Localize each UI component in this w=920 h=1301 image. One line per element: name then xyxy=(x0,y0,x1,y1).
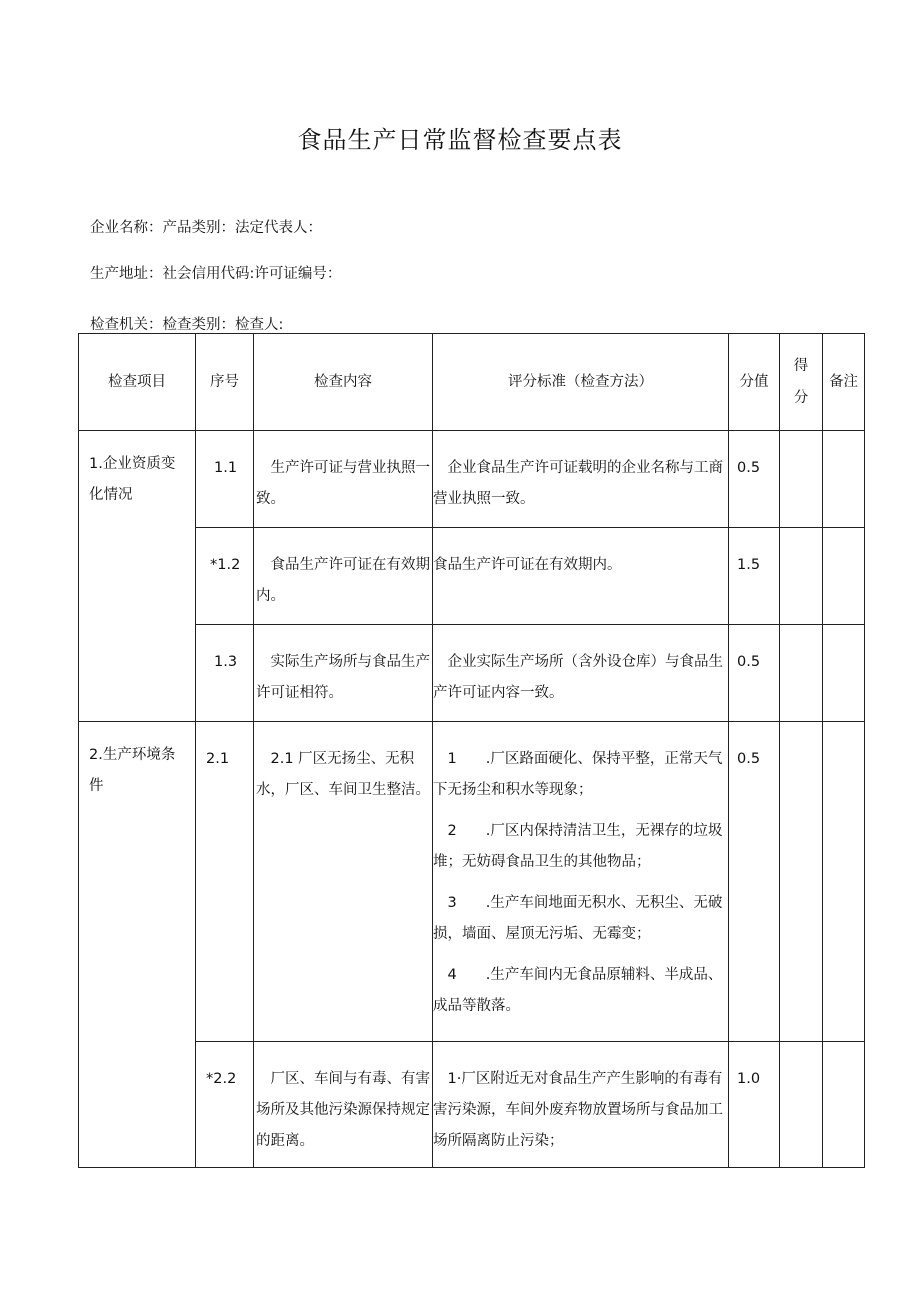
row-score: 0.5 xyxy=(729,431,780,528)
meta-check-type-label: 检查类别： xyxy=(162,317,235,333)
row-score: 0.5 xyxy=(729,625,780,722)
meta-credit-code-label: 社会信用代码: xyxy=(162,266,255,282)
header-got-1: 得 xyxy=(793,358,809,374)
row-criteria xyxy=(433,722,729,1042)
table-row xyxy=(79,528,865,625)
table-row xyxy=(79,431,865,528)
table-header-row xyxy=(79,334,865,431)
row-criteria: 1·厂区附近无对食品生产产生影响的有毒有害污染源，车间外废弃物放置场所与食品加工场所隔离防止污染； xyxy=(433,1042,729,1168)
row-no: *1.2 xyxy=(196,528,254,625)
header-criteria: 评分标准（检查方法） xyxy=(433,334,729,431)
row-note xyxy=(823,722,865,1042)
row-score: 0.5 xyxy=(729,722,780,1042)
row-no: 2.1 xyxy=(196,722,254,1042)
table-row xyxy=(79,722,865,1042)
row-criteria: 企业实际生产场所（含外设仓库）与食品生产许可证内容一致。 xyxy=(433,625,729,722)
row-content: 食品生产许可证在有效期内。 xyxy=(254,528,433,625)
criteria-item-4: 4 .生产车间内无食品原辅料、半成品、成品等散落。 xyxy=(433,967,723,1014)
row-criteria: 企业食品生产许可证载明的企业名称与工商营业执照一致。 xyxy=(433,431,729,528)
table-row xyxy=(79,1042,865,1168)
criteria-item-2: 2 .厂区内保持清洁卫生，无裸存的垃圾堆；无妨碍食品卫生的其他物品； xyxy=(433,823,723,870)
row-got xyxy=(780,625,823,722)
row-content: 2.1 厂区无扬尘、无积水，厂区、车间卫生整洁。 xyxy=(254,722,433,1042)
meta-line-address xyxy=(90,262,341,283)
row-content: 生产许可证与营业执照一致。 xyxy=(254,431,433,528)
row-note xyxy=(823,528,865,625)
row-content: 厂区、车间与有毒、有害场所及其他污染源保持规定的距离。 xyxy=(254,1042,433,1168)
row-criteria: 食品生产许可证在有效期内。 xyxy=(433,528,729,625)
row-got xyxy=(780,722,823,1042)
row-got xyxy=(780,1042,823,1168)
header-score: 分值 xyxy=(729,334,780,431)
meta-company-label: 企业名称： xyxy=(90,220,163,236)
row-note xyxy=(823,1042,865,1168)
section-item-1: 1.企业资质变化情况 xyxy=(79,431,196,722)
row-note xyxy=(823,431,865,528)
meta-authority-label: 检查机关： xyxy=(90,317,163,333)
row-got xyxy=(780,528,823,625)
row-content: 实际生产场所与食品生产许可证相符。 xyxy=(254,625,433,722)
meta-line-enterprise xyxy=(90,216,322,237)
row-no: 1.3 xyxy=(196,625,254,722)
inspection-table xyxy=(78,333,865,1168)
criteria-item-3: 3 .生产车间地面无积水、无积尘、无破损，墙面、屋顶无污垢、无霉变； xyxy=(433,895,723,942)
meta-inspector-label: 检查人: xyxy=(235,317,284,333)
page-title: 食品生产日常监督检查要点表 xyxy=(297,126,623,154)
header-got-2: 分 xyxy=(793,390,809,406)
table-row xyxy=(79,625,865,722)
meta-legal-rep-label: 法定代表人： xyxy=(235,220,322,236)
row-no: *2.2 xyxy=(196,1042,254,1168)
row-got xyxy=(780,431,823,528)
meta-license-label: 许可证编号： xyxy=(254,266,342,282)
header-item: 检查项目 xyxy=(79,334,196,431)
row-score: 1.5 xyxy=(729,528,780,625)
header-note: 备注 xyxy=(823,334,865,431)
row-score: 1.0 xyxy=(729,1042,780,1168)
meta-line-inspection xyxy=(90,313,283,334)
header-content: 检查内容 xyxy=(254,334,433,431)
section-item-2: 2.生产环境条件 xyxy=(79,722,196,1168)
row-no: 1.1 xyxy=(196,431,254,528)
criteria-item-1: 1 .厂区路面硬化、保持平整，正常天气下无扬尘和积水等现象； xyxy=(433,751,723,798)
meta-product-label: 产品类别： xyxy=(162,220,235,236)
meta-address-label: 生产地址： xyxy=(90,266,163,282)
row-note xyxy=(823,625,865,722)
header-no: 序号 xyxy=(196,334,254,431)
header-got xyxy=(780,334,823,431)
